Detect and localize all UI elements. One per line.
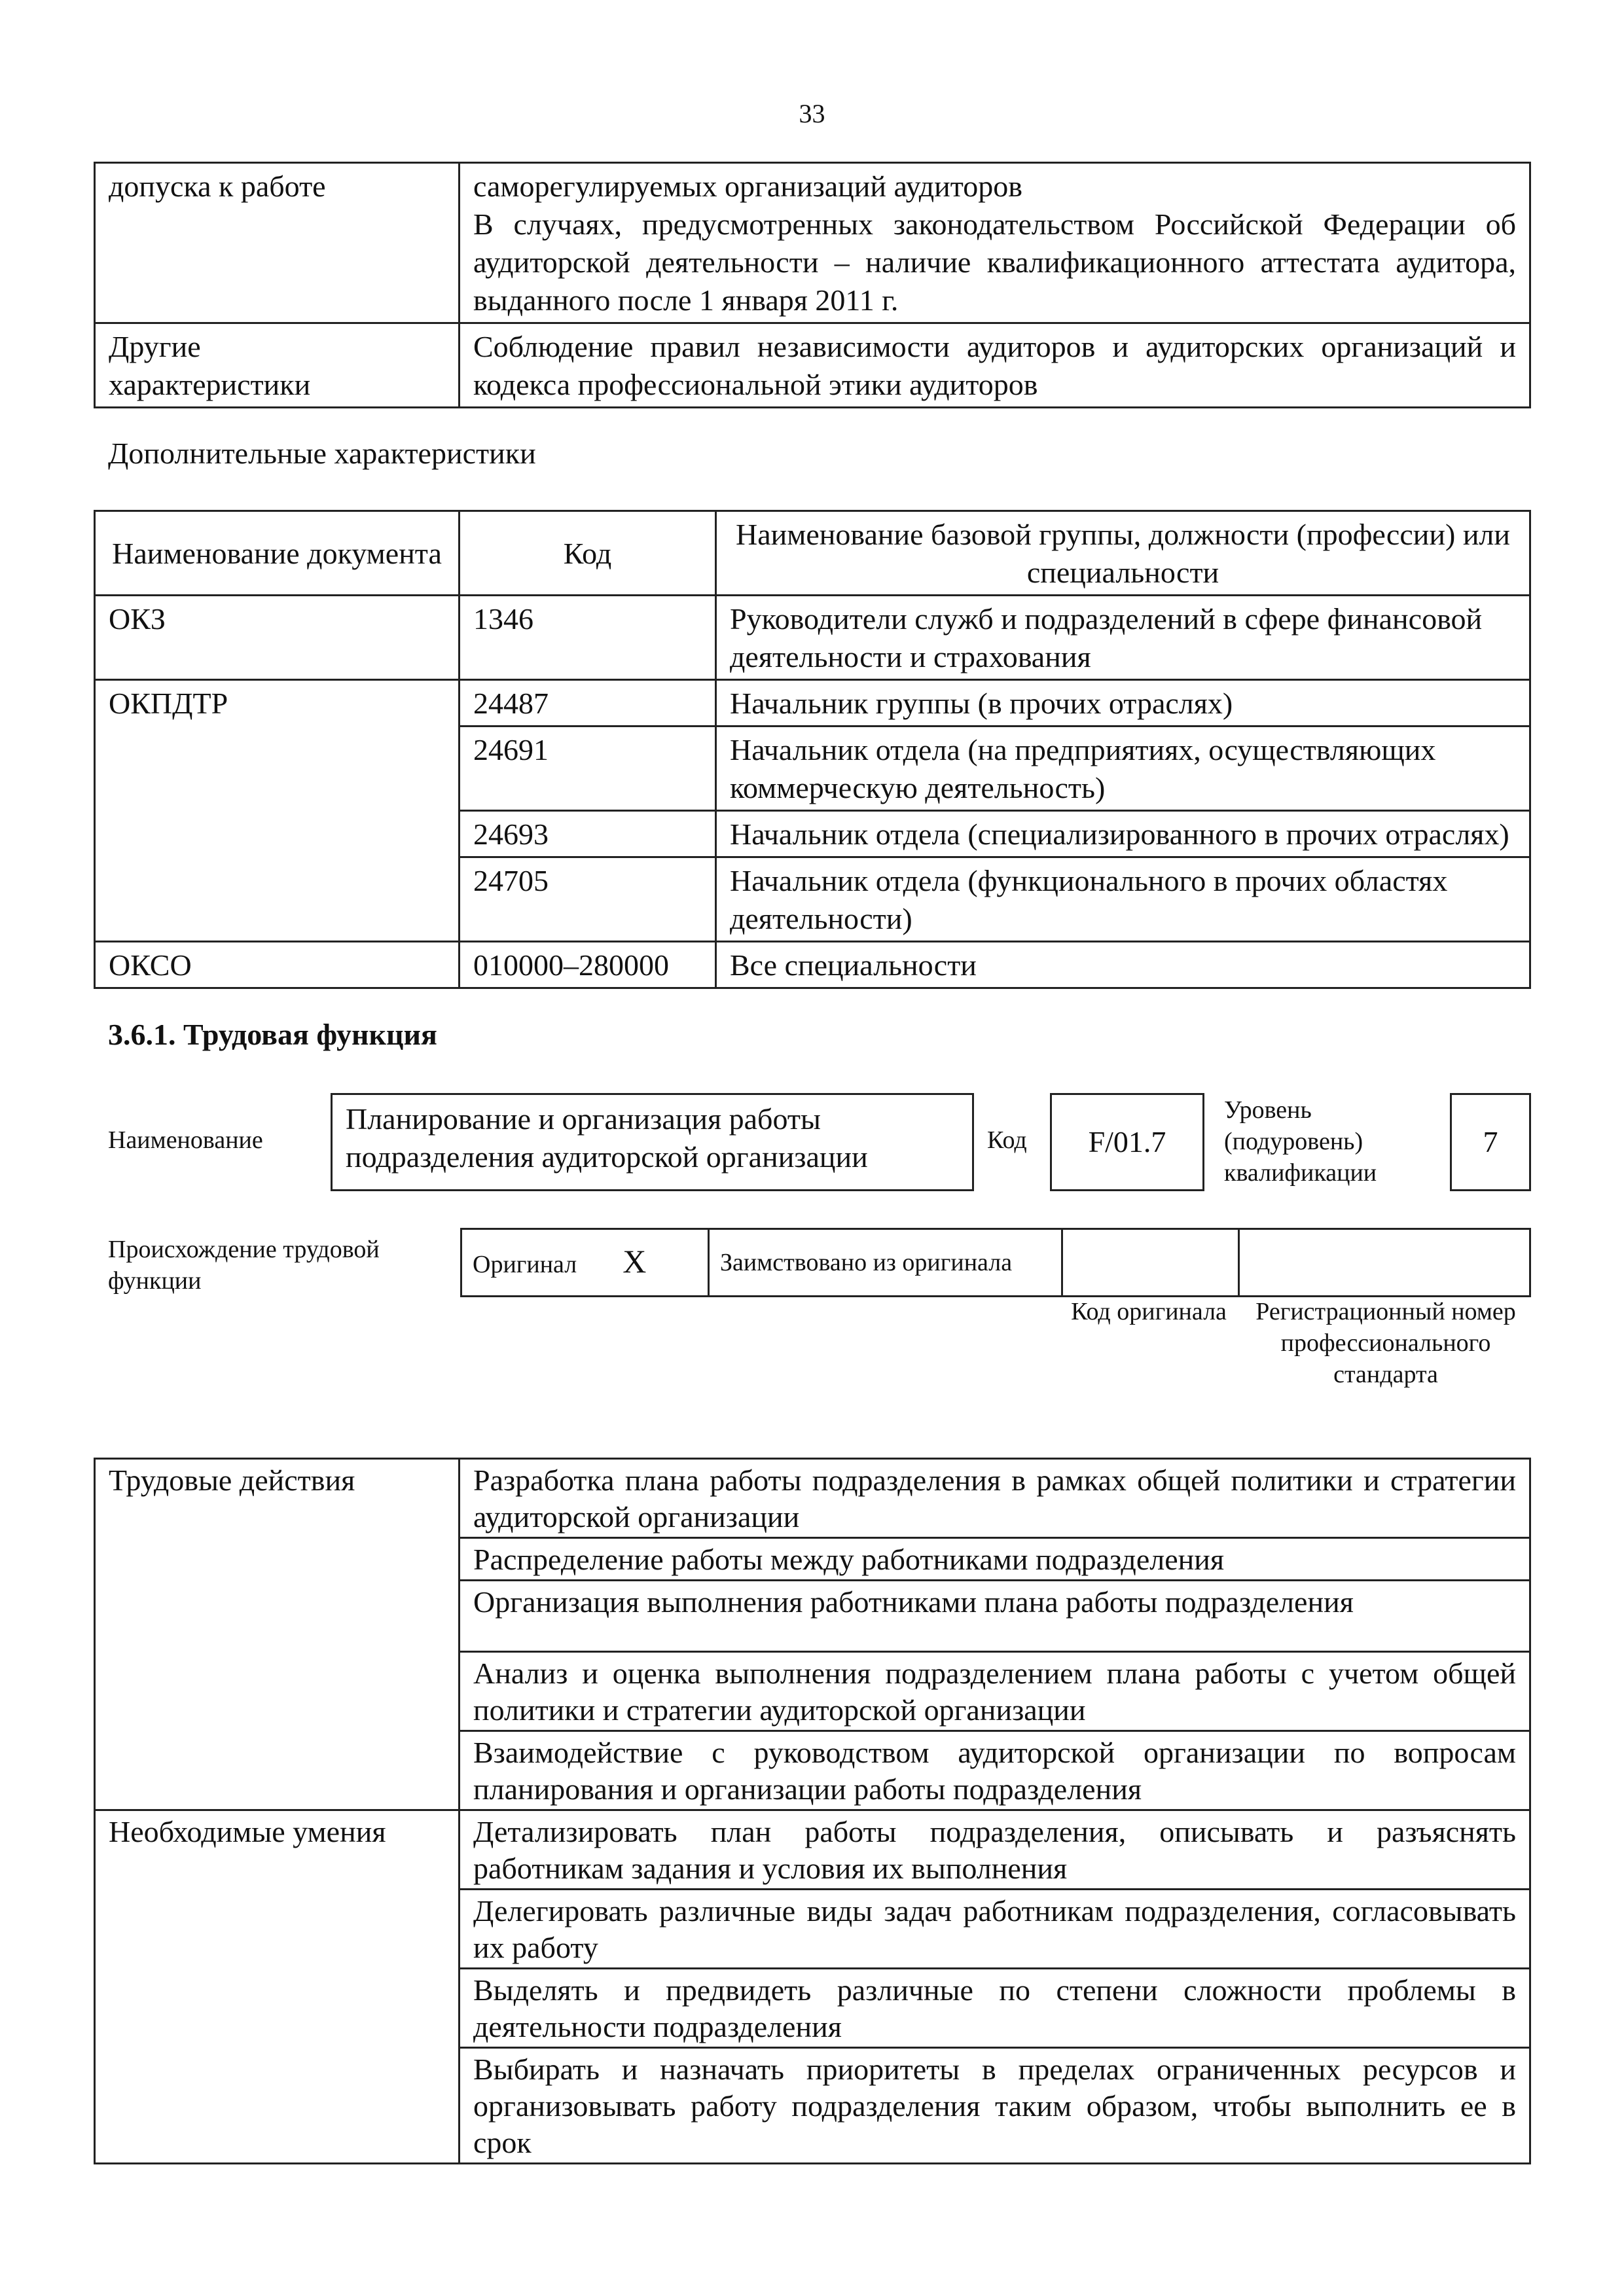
reg-number-caption: Регистрационный номер профессионального стандарта xyxy=(1255,1298,1516,1388)
header-name: Наименование базовой группы, должности (профессии) или специальности xyxy=(716,511,1530,596)
cell-name: Начальник группы (в прочих отраслях) xyxy=(716,680,1530,726)
cell-doc: ОКПДТР xyxy=(95,680,460,942)
action-item: Разработка плана работы подразделения в рамках общей политики и стратегии аудиторской организации xyxy=(460,1459,1530,1538)
row-text xyxy=(460,163,1530,323)
code-label: Код xyxy=(987,1126,1027,1154)
original-label: Оригинал xyxy=(473,1250,577,1278)
skill-item: Выделять и предвидеть различные по степени сложности проблемы в деятельности подразделения xyxy=(460,1969,1530,2048)
action-item: Распределение работы между работниками подразделения xyxy=(460,1538,1530,1581)
row-text-line: В случаях, предусмотренных законодательством Российской Федерации об аудиторской деятельности – наличие квалификационного аттестата аудитора, выданного после 1 января 2011 г. xyxy=(473,207,1516,317)
additional-characteristics-table xyxy=(94,510,1531,989)
table-header-row xyxy=(95,511,1530,596)
name-label: Наименование xyxy=(108,1126,263,1154)
table-row xyxy=(95,323,1530,408)
skill-item: Детализировать план работы подразделения, описывать и разъяснять работникам задания и условия их выполнения xyxy=(460,1810,1530,1890)
borrowed-label: Заимствовано из оригинала xyxy=(709,1229,1062,1297)
admission-table xyxy=(94,162,1531,408)
origin-label: Происхождение трудовой функции xyxy=(108,1236,380,1295)
cell-code: 1346 xyxy=(460,596,716,680)
row-label: Другие характеристики xyxy=(95,323,460,408)
skill-item: Делегировать различные виды задач работникам подразделения, согласовывать их работу xyxy=(460,1890,1530,1969)
original-mark: X xyxy=(623,1242,647,1280)
cell-name: Все специальности xyxy=(716,942,1530,988)
table-row xyxy=(95,942,1530,988)
header-code: Код xyxy=(460,511,716,596)
original-cell xyxy=(461,1229,709,1297)
cell-code: 24691 xyxy=(460,726,716,811)
action-item: Организация выполнения работниками плана работы подразделения xyxy=(460,1581,1530,1652)
cell-name: Начальник отдела (на предприятиях, осуществляющих коммерческую деятельность) xyxy=(716,726,1530,811)
cell-doc: ОКСО xyxy=(95,942,460,988)
row-text-line: саморегулируемых организаций аудиторов xyxy=(473,170,1022,203)
cell-name: Начальник отдела (функционального в прочих областях деятельности) xyxy=(716,857,1530,942)
reg-number-cell xyxy=(1239,1229,1530,1297)
code-original-caption: Код оригинала xyxy=(1071,1298,1227,1325)
header-doc: Наименование документа xyxy=(95,511,460,596)
row-text: Соблюдение правил независимости аудиторов и аудиторских организаций и кодекса профессиональной этики аудиторов xyxy=(460,323,1530,408)
cell-name: Начальник отдела (специализированного в прочих отраслях) xyxy=(716,811,1530,857)
cell-code: 24693 xyxy=(460,811,716,857)
table-row xyxy=(95,596,1530,680)
cell-code: 24487 xyxy=(460,680,716,726)
cell-name: Руководители служб и подразделений в сфере финансовой деятельности и страхования xyxy=(716,596,1530,680)
cell-doc: ОКЗ xyxy=(95,596,460,680)
action-item: Анализ и оценка выполнения подразделением плана работы с учетом общей политики и стратегии аудиторской организации xyxy=(460,1652,1530,1731)
page-number: 33 xyxy=(799,99,825,128)
action-item: Взаимодействие с руководством аудиторской организации по вопросам планирования и организации работы подразделения xyxy=(460,1731,1530,1810)
section-heading: 3.6.1. Трудовая функция xyxy=(108,1018,437,1051)
origin-table xyxy=(460,1228,1531,1297)
cell-code: 24705 xyxy=(460,857,716,942)
code-original-cell xyxy=(1062,1229,1239,1297)
skills-label: Необходимые умения xyxy=(95,1810,460,2164)
function-name-box: Планирование и организация работы подразделения аудиторской организации xyxy=(331,1093,974,1191)
table-row xyxy=(95,163,1530,323)
section-caption: Дополнительные характеристики xyxy=(108,437,536,470)
function-code-box: F/01.7 xyxy=(1050,1093,1204,1191)
actions-label: Трудовые действия xyxy=(95,1459,460,1810)
table-row xyxy=(95,680,1530,726)
cell-code: 010000–280000 xyxy=(460,942,716,988)
level-label: Уровень (подуровень) квалификации xyxy=(1224,1096,1377,1187)
labor-actions-table xyxy=(94,1458,1531,2164)
table-row xyxy=(95,1459,1530,1538)
skill-item: Выбирать и назначать приоритеты в пределах ограниченных ресурсов и организовывать работу подразделения таким образом, чтобы выполнить ее в срок xyxy=(460,2048,1530,2164)
row-label: допуска к работе xyxy=(95,163,460,323)
level-value-box: 7 xyxy=(1450,1093,1531,1191)
table-row xyxy=(461,1229,1530,1297)
table-row xyxy=(95,1810,1530,1890)
